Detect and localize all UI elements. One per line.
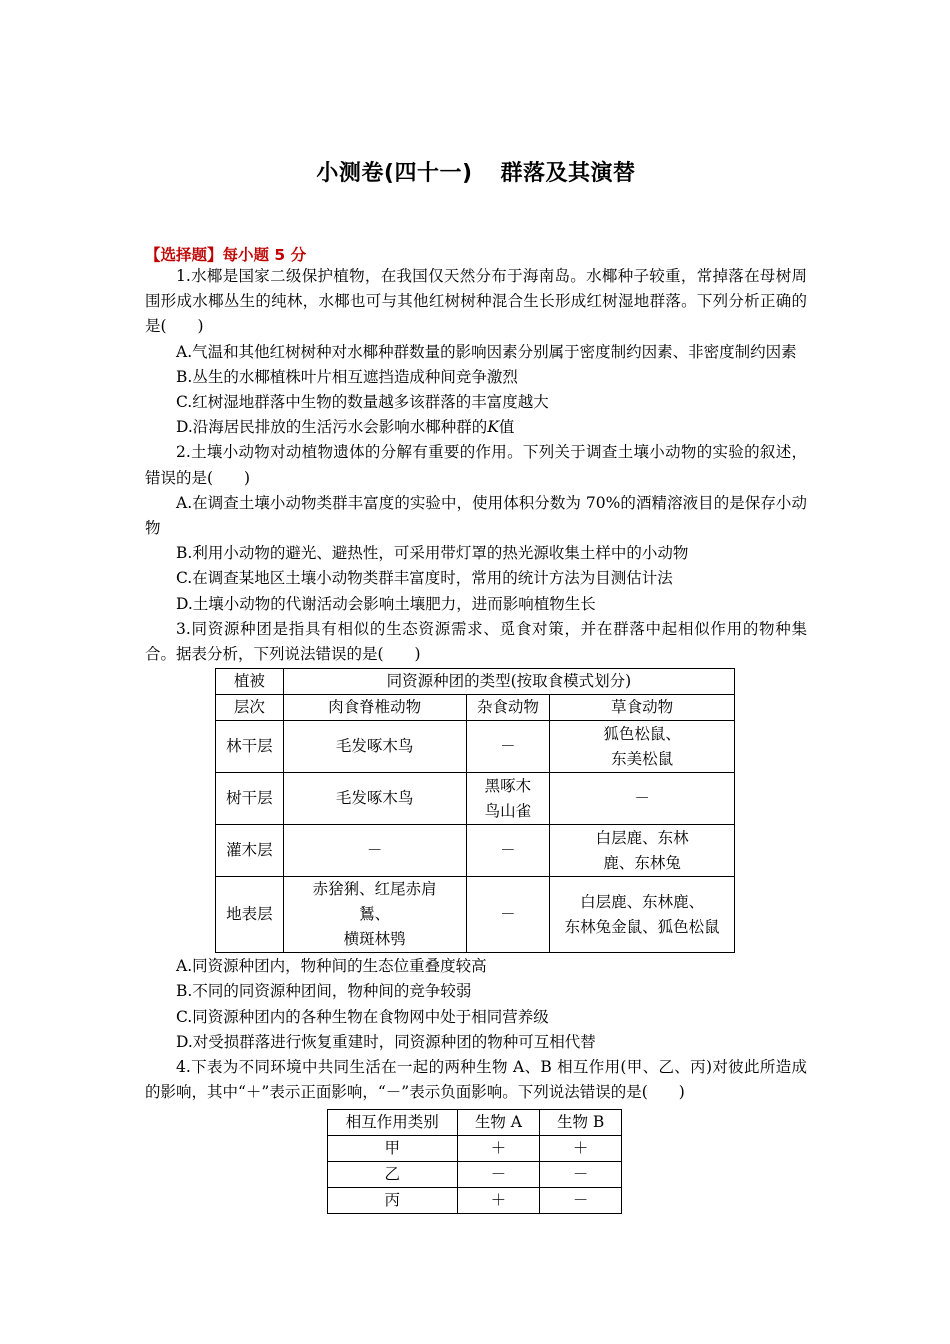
q3-option-a: A.同资源种团内，物种间的生态位重叠度较高 <box>176 957 487 976</box>
q3-option-c: C.同资源种团内的各种生物在食物网中处于相同营养级 <box>176 1007 549 1026</box>
cell-line: － <box>634 789 650 808</box>
cell-omnivore <box>466 825 550 877</box>
table-row <box>216 773 735 825</box>
title-sub: 群落及其演替 <box>500 161 636 186</box>
cell-a: － <box>457 1162 540 1188</box>
question-body <box>145 264 807 1214</box>
cell-line: 白层鹿、东林鹿、 <box>580 892 705 911</box>
cell-a: ＋ <box>457 1188 540 1214</box>
cell-layer: 地表层 <box>216 877 284 953</box>
table-row <box>328 1188 622 1214</box>
cell-b: ＋ <box>540 1136 622 1162</box>
header-organism-a: 生物 A <box>457 1110 540 1136</box>
cell-line: 赤猞猁、红尾赤肩 <box>312 880 437 899</box>
cell-layer: 林干层 <box>216 721 284 773</box>
header-carnivore: 肉食脊椎动物 <box>283 695 466 721</box>
q1-option-d <box>145 415 807 440</box>
header-omnivore: 杂食动物 <box>466 695 550 721</box>
cell-layer: 灌木层 <box>216 825 284 877</box>
header-herbivore: 草食动物 <box>550 695 735 721</box>
cell-line: － <box>366 841 383 860</box>
header-organism-b: 生物 B <box>540 1110 622 1136</box>
resource-guild-table <box>215 668 735 953</box>
q1-stem: 1.水椰是国家二级保护植物，在我国仅天然分布于海南岛。水椰种子较重，常掉落在母树周围形成水椰丛生的纯林，水椰也可与其他红树树种混合生长形成红树湿地群落。下列分析正确的是( ) <box>145 267 807 336</box>
cell-carnivore <box>283 877 466 953</box>
q1-option-d-suffix: 值 <box>498 418 515 437</box>
section-label: 【选择题】每小题 5 分 <box>145 246 307 264</box>
cell-line: 毛发啄木鸟 <box>335 789 414 808</box>
q2-stem: 2.土壤小动物对动植物遗体的分解有重要的作用。下列关于调查土壤小动物的实验的叙述，错误的是( ) <box>145 443 807 487</box>
table-row <box>328 1136 622 1162</box>
q2-option-b: B.利用小动物的避光、避热性，可采用带灯罩的热光源收集土样中的小动物 <box>176 544 689 563</box>
title-main: 小测卷(四十一) <box>316 161 473 186</box>
cell-line: 鹿、东林兔 <box>603 853 681 872</box>
cell-b: － <box>540 1188 622 1214</box>
cell-herbivore <box>550 773 735 825</box>
cell-type: 甲 <box>328 1136 458 1162</box>
cell-layer: 树干层 <box>216 773 284 825</box>
cell-carnivore <box>283 773 466 825</box>
cell-omnivore <box>466 773 550 825</box>
q4-stem: 4.下表为不同环境中共同生活在一起的两种生物 A、B 相互作用(甲、乙、丙)对彼此所造成的影响，其中“＋”表示正面影响，“－”表示负面影响。下列说法错误的是( ) <box>145 1058 807 1102</box>
header-guild-type: 同资源种团的类型(按取食模式划分) <box>283 669 734 695</box>
q3-stem: 3.同资源种团是指具有相似的生态资源需求、觅食对策，并在群落中起相似作用的物种集合。据表分析，下列说法错误的是( ) <box>145 619 807 664</box>
table-row <box>216 825 735 877</box>
cell-omnivore <box>466 877 550 953</box>
cell-a: ＋ <box>457 1136 540 1162</box>
cell-carnivore <box>283 825 466 877</box>
cell-b: － <box>540 1162 622 1188</box>
cell-omnivore <box>466 721 550 773</box>
cell-line: 黑啄木 <box>484 776 532 795</box>
q1-option-a: A.气温和其他红树树种对水椰种群数量的影响因素分别属于密度制约因素、非密度制约因素 <box>176 342 797 361</box>
cell-line: 东林兔金鼠、狐色松鼠 <box>564 917 720 936</box>
header-interaction-type: 相互作用类别 <box>328 1110 458 1136</box>
cell-line: － <box>500 841 516 860</box>
q1-option-c: C.红树湿地群落中生物的数量越多该群落的丰富度越大 <box>176 393 549 412</box>
cell-line: 鵟、 <box>359 905 391 924</box>
cell-herbivore <box>550 825 735 877</box>
cell-line: 毛发啄木鸟 <box>335 737 414 756</box>
cell-line: － <box>500 737 516 756</box>
q3-option-d: D.对受损群落进行恢复重建时，同资源种团的物种可互相代替 <box>176 1032 596 1051</box>
cell-line: 狐色松鼠、 <box>603 724 681 743</box>
cell-line: 鸟山雀 <box>484 801 532 820</box>
cell-type: 乙 <box>328 1162 458 1188</box>
q3-option-b: B.不同的同资源种团间，物种间的竞争较弱 <box>176 982 472 1001</box>
q2-option-d: D.土壤小动物的代谢活动会影响土壤肥力，进而影响植物生长 <box>176 594 596 613</box>
header-layer: 层次 <box>216 695 284 721</box>
table-row <box>216 877 735 953</box>
cell-type: 丙 <box>328 1188 458 1214</box>
k-symbol: K <box>487 418 499 437</box>
interaction-table <box>327 1109 622 1214</box>
table-row <box>328 1162 622 1188</box>
q1-option-d-text: D.沿海居民排放的生活污水会影响水椰种群的 <box>176 418 488 437</box>
q2-option-c: C.在调查某地区土壤小动物类群丰富度时，常用的统计方法为目测估计法 <box>176 569 673 588</box>
q1-option-b: B.丛生的水椰植株叶片相互遮挡造成种间竞争激烈 <box>176 367 518 386</box>
header-vegetation: 植被 <box>216 669 284 695</box>
cell-line: 白层鹿、东林 <box>595 828 689 847</box>
cell-herbivore <box>550 877 735 953</box>
cell-herbivore <box>550 721 735 773</box>
q2-option-a: A.在调查土壤小动物类群丰富度的实验中，使用体积分数为 70%的酒精溶液目的是保存小动物 <box>145 493 807 538</box>
cell-line: 横斑林鸮 <box>343 930 406 949</box>
table-row <box>216 721 735 773</box>
page-title <box>145 156 807 187</box>
cell-carnivore <box>283 721 466 773</box>
cell-line: 东美松鼠 <box>611 749 674 768</box>
cell-line: － <box>500 905 516 924</box>
